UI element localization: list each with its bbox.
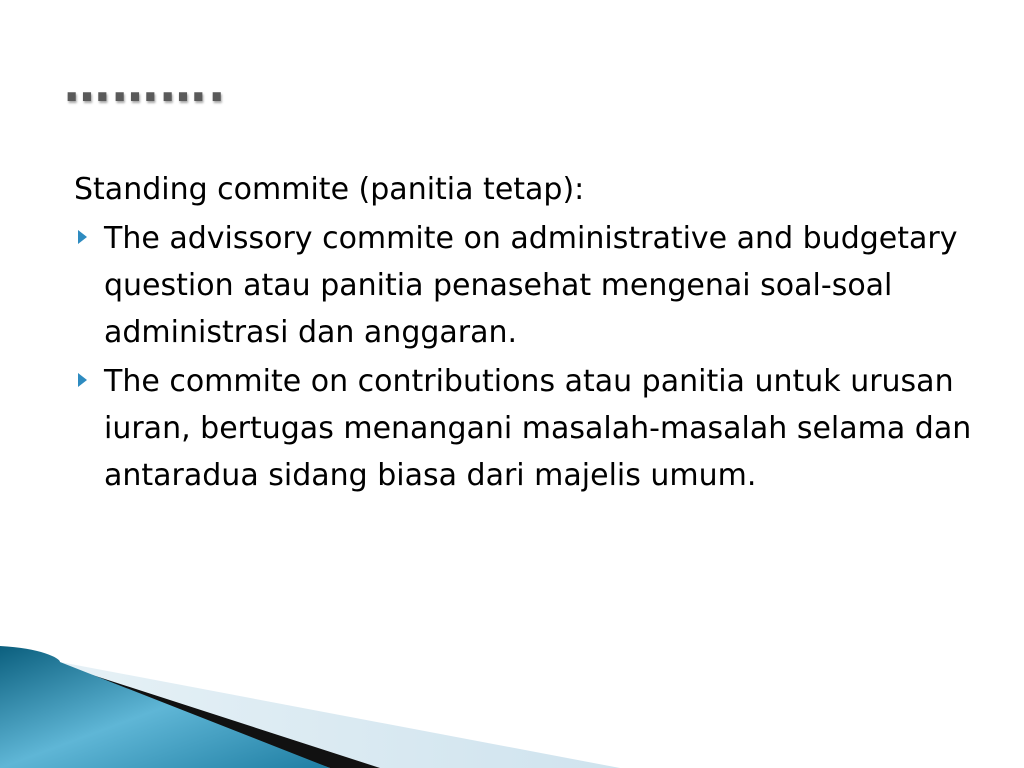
bullet-item	[74, 215, 974, 356]
slide-content	[74, 166, 974, 499]
slide-title: ……….	[64, 58, 228, 112]
triangle-bullet-icon	[78, 230, 87, 244]
bullet-text: The advissory commite on administrative and budgetary question atau panitia penasehat mengenai soal-soal administrasi dan anggaran.	[104, 221, 958, 350]
bullet-item	[74, 358, 974, 499]
intro-text: Standing commite (panitia tetap):	[74, 172, 585, 207]
triangle-bullet-icon	[78, 373, 87, 387]
bullet-text: The commite on contributions atau panitia untuk urusan iuran, bertugas menangani masalah-masalah selama dan antaradua sidang biasa dari majelis umum.	[104, 364, 972, 493]
bullet-list	[74, 215, 974, 499]
bottom-wave-decoration	[0, 640, 1024, 768]
